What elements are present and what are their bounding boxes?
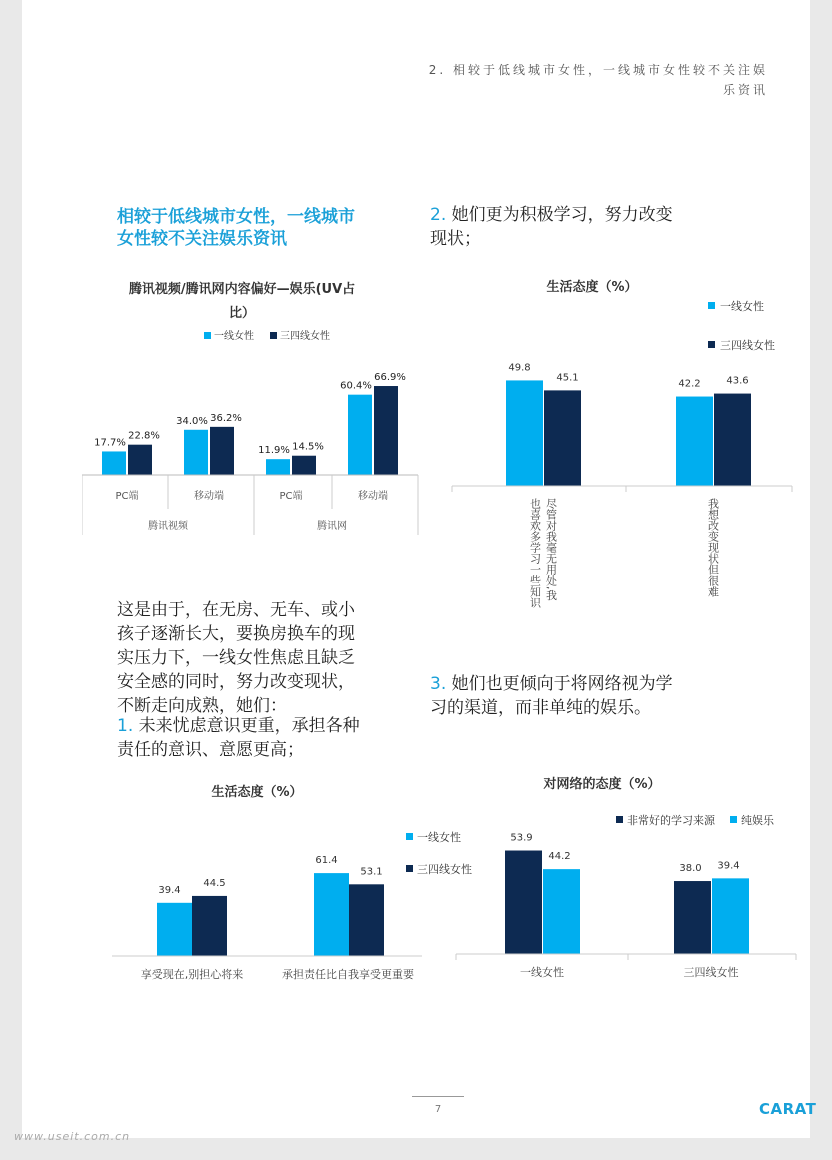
bar [349, 884, 384, 956]
data-label: 60.4% [340, 380, 372, 392]
legend-label: 纯娱乐 [741, 814, 774, 827]
left-section-title [117, 206, 407, 250]
carat-logo: CARAT [759, 1100, 817, 1118]
net-chart [422, 808, 802, 988]
left-title-line1: 相较于低线城市女性，一线城市 [117, 207, 355, 227]
section-1-number: 1. [117, 716, 134, 736]
life2-chart-title: 生活态度（%） [546, 280, 638, 295]
bar [676, 397, 713, 486]
bar [266, 459, 290, 475]
tick-label: 移动端 [358, 491, 388, 502]
bar [314, 873, 349, 956]
life1-chart-title: 生活态度（%） [211, 785, 303, 800]
data-label: 42.2 [678, 378, 701, 390]
legend-label: 一线女性 [214, 331, 254, 342]
legend-swatch [730, 816, 737, 823]
data-label: 14.5% [292, 441, 324, 453]
legend-swatch [708, 302, 715, 309]
section-2-heading [430, 203, 770, 251]
net-chart-title: 对网络的态度（%） [543, 777, 661, 792]
header-note-line1: 2. 相较于低线城市女性，一线城市女性较不关注娱 [428, 63, 768, 77]
tick-label: 一线女性 [520, 966, 564, 979]
legend-swatch [204, 332, 211, 339]
explanation-paragraph [117, 598, 417, 718]
tick-label: 我想改变现状但很难 [706, 498, 720, 597]
data-label: 22.8% [128, 430, 160, 442]
bar [712, 878, 749, 954]
bar [192, 896, 227, 956]
data-label: 45.1 [556, 372, 579, 384]
header-note-line2: 乐资讯 [722, 83, 768, 97]
tick-label: PC端 [115, 491, 139, 502]
uv-chart-title [92, 278, 392, 326]
bar [543, 869, 580, 954]
tick-label: 移动端 [194, 491, 224, 502]
data-label: 36.2% [210, 412, 242, 424]
section-1-heading [117, 714, 417, 762]
tick-label: 三四线女性 [683, 966, 739, 979]
section-3-line1: 她们也更倾向于将网络视为学 [446, 674, 673, 694]
watermark: www.useit.com.cn [14, 1130, 131, 1143]
bar [544, 390, 581, 486]
footer-divider [412, 1096, 464, 1097]
legend-swatch [406, 865, 413, 872]
bar [674, 881, 711, 954]
uv-chart [82, 322, 422, 542]
paragraph-line: 安全感的同时，努力改变现状， [117, 672, 355, 692]
bar [102, 451, 126, 475]
legend-label: 三四线女性 [720, 339, 775, 352]
life2-chart [430, 296, 800, 616]
data-label: 39.4 [717, 860, 740, 872]
legend-label: 三四线女性 [417, 863, 472, 876]
left-title-line2: 女性较不关注娱乐资讯 [117, 229, 287, 249]
legend-swatch [406, 833, 413, 840]
bar [128, 445, 152, 475]
tick-label: 承担责任比自我享受更重要 [282, 968, 414, 981]
legend-label: 三四线女性 [280, 331, 330, 342]
bar [292, 456, 316, 475]
section-3-number: 3. [430, 674, 447, 694]
data-label: 11.9% [258, 445, 290, 457]
group-label: 腾讯网 [317, 521, 347, 532]
legend-swatch [270, 332, 277, 339]
life1-chart [92, 818, 472, 988]
tick-label: 享受现在,别担心将来 [140, 968, 244, 981]
data-label: 38.0 [679, 863, 702, 875]
report-page [22, 0, 817, 1138]
bar [157, 903, 192, 956]
paragraph-line: 这是由于，在无房、无车、或小 [117, 600, 355, 620]
data-label: 39.4 [158, 884, 181, 896]
data-label: 43.6 [726, 375, 749, 387]
bar [374, 386, 398, 475]
data-label: 44.5 [203, 877, 226, 889]
bar [184, 430, 208, 475]
uv-chart-title-line2: 比） [228, 306, 255, 321]
section-1-line1: 未来忧虑意识更重，承担各种 [133, 716, 360, 736]
paragraph-line: 孩子逐渐长大，要换房换车的现 [117, 624, 355, 644]
data-label: 49.8 [508, 362, 531, 374]
tick-label: PC端 [279, 491, 303, 502]
page-number: 7 [434, 1104, 442, 1115]
data-label: 66.9% [374, 372, 406, 384]
bar [714, 394, 751, 486]
bar [506, 380, 543, 486]
header-note [422, 60, 768, 100]
legend-label: 一线女性 [720, 300, 764, 313]
legend-swatch [708, 341, 715, 348]
group-label: 腾讯视频 [148, 521, 188, 532]
legend-label: 非常好的学习来源 [627, 814, 715, 827]
legend-swatch [616, 816, 623, 823]
data-label: 61.4 [315, 855, 338, 867]
bar [348, 395, 372, 475]
section-2-line2: 现状； [430, 229, 481, 249]
data-label: 44.2 [548, 851, 571, 863]
section-3-line2: 习的渠道，而非单纯的娱乐。 [430, 698, 651, 718]
tick-label: 尽管对我毫无用处,我 [544, 498, 558, 601]
section-2-line1: 她们更为积极学习，努力改变 [446, 205, 673, 225]
data-label: 17.7% [94, 437, 126, 449]
section-2-number: 2. [430, 205, 447, 225]
data-label: 53.9 [510, 832, 533, 844]
data-label: 34.0% [176, 415, 208, 427]
data-label: 53.1 [360, 866, 383, 878]
uv-chart-title-line1: 腾讯视频/腾讯网内容偏好—娱乐(UV占 [128, 282, 356, 297]
tick-label: 也喜欢多学习一些知识 [528, 498, 542, 608]
bar [210, 427, 234, 475]
section-1-line2: 责任的意识、意愿更高； [117, 740, 304, 760]
section-3-heading [430, 672, 770, 720]
paragraph-line: 实压力下，一线女性焦虑且缺乏 [117, 648, 355, 668]
paragraph-line: 不断走向成熟，她们： [117, 696, 287, 716]
bar [505, 851, 542, 954]
legend-label: 一线女性 [417, 831, 461, 844]
